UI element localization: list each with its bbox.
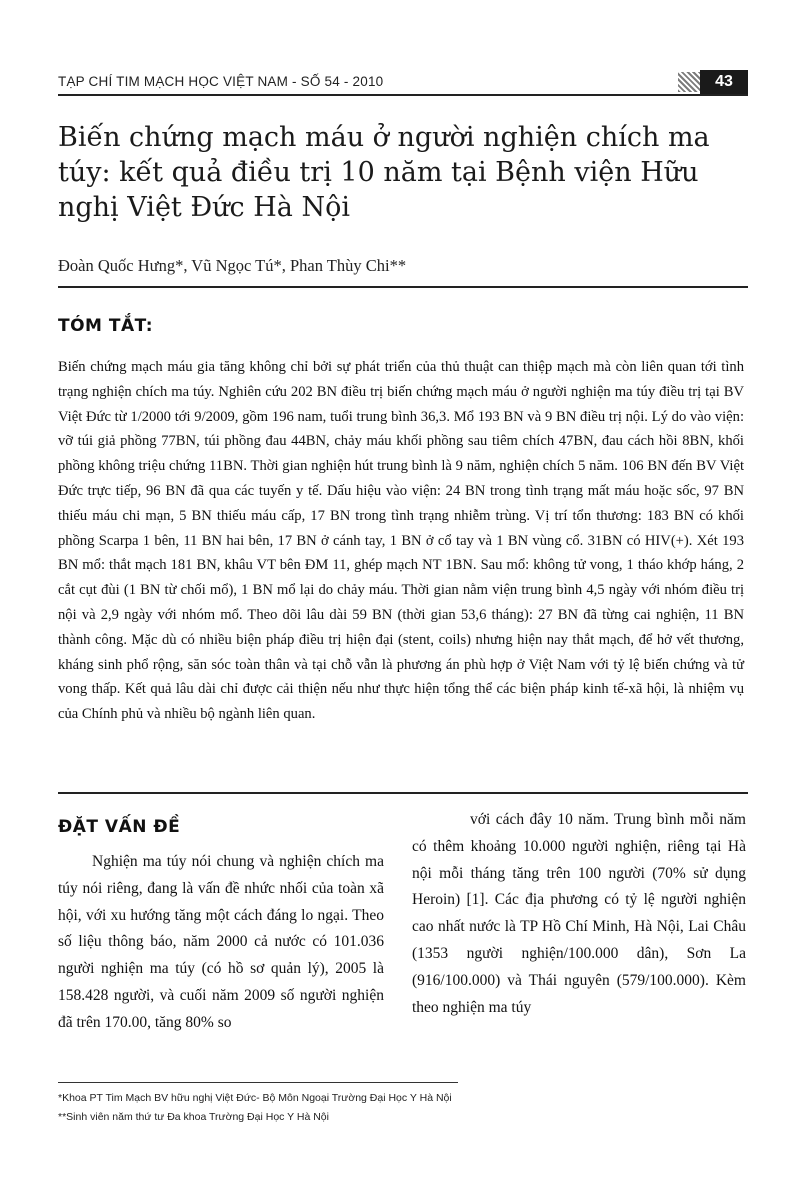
abstract-heading: TÓM TẮT:	[58, 316, 154, 336]
footnote-affiliation-2: **Sinh viên năm thứ tư Đa khoa Trường Đại Học Y Hà Nội	[58, 1111, 329, 1123]
divider	[58, 286, 748, 288]
header-rule	[58, 94, 748, 96]
running-header	[58, 70, 748, 96]
paragraph: Nghiện ma túy nói chung và nghiện chích ma túy nói riêng, đang là vấn đề nhức nhối của toàn xã hội, với xu hướng tăng một cách đáng lo ngại. Theo số liệu thông báo, năm 2000 cả nước có 101.036 người nghiện ma túy (có hồ sơ quản lý), 2005 là 158.428 người, và cuối năm 2009 số người nghiện đã trên 170.00, tăng 80% so	[58, 853, 384, 1031]
footnotes	[58, 1089, 748, 1127]
article-authors: Đoàn Quốc Hưng*, Vũ Ngọc Tú*, Phan Thùy Chi**	[58, 256, 407, 275]
article-title: Biến chứng mạch máu ở người nghiện chích ma túy: kết quả điều trị 10 năm tại Bệnh viện Hữu nghị Việt Đức Hà Nội	[58, 122, 710, 223]
footnote-affiliation-1: *Khoa PT Tim Mạch BV hữu nghị Việt Đức- Bộ Môn Ngoại Trường Đại Học Y Hà Nội	[58, 1092, 452, 1104]
footnote-rule	[58, 1082, 458, 1083]
divider	[58, 792, 748, 794]
right-column	[412, 807, 746, 1021]
abstract-body: Biến chứng mạch máu gia tăng không chỉ bởi sự phát triển của thủ thuật can thiệp mạch mà còn liên quan tới tình trạng nghiện chích ma túy. Nghiên cứu 202 BN điều trị biến chứng mạch máu ở người nghiện ma túy điều trị tại BV Việt Đức từ 1/2000 tới 9/2009, gồm 196 nam, tuổi trung bình 36,3. Mổ 193 BN và 9 BN điều trị nội. Lý do vào viện: vỡ túi giả phồng 77BN, túi phồng đau 44BN, chảy máu khối phồng sau tiêm chích 47BN, đau cách hồi 8BN, khối phồng không triệu chứng 11BN. Thời gian nghiện hút trung bình là 9 năm, nghiện chích 5 năm. 106 BN đến BV Việt Đức trực tiếp, 96 BN đã qua các tuyến y tế. Dấu hiệu vào viện: 24 BN trong tình trạng mất máu hoặc sốc, 97 BN thiếu máu chi mạn, 5 BN thiếu máu cấp, 17 BN trong tình trạng nhiễm trùng. Vị trí tổn thương: 183 BN có khối phồng Scarpa 1 bên, 11 BN hai bên, 17 BN ở cánh tay, 1 BN ở cổ tay và 1 BN vùng cổ. 31BN có HIV(+). Xét 193 BN mổ: thắt mạch 181 BN, khâu VT bên ĐM 11, ghép mạch NT 1BN. Sau mổ: không tử vong, 1 tháo khớp háng, 2 cắt cụt đùi (1 BN từ chối mổ), 1 BN mổ lại do chảy máu. Thời gian nằm viện trung bình 4,5 ngày với nhóm điều trị nội và 2,9 ngày với nhóm mổ. Theo dõi lâu dài 59 BN (thời gian 53,6 tháng): 27 BN đã từng cai nghiện, 11 BN thành công. Mặc dù có nhiều biện pháp điều trị hiện đại (stent, coils) nhưng hiện nay thắt mạch, để hở vết thương, kháng sinh phổ rộng, săn sóc toàn thân và tại chỗ vẫn là phương án phù hợp ở Việt Nam với tỷ lệ biến chứng và tử vong thấp. Kết quả lâu dài chỉ được cải thiện nếu như thực hiện tổng thể các biện pháp kinh tế-xã hội, là nhiệm vụ của Chính phủ và nhiều bộ ngành liên quan.	[58, 359, 744, 723]
paragraph: với cách đây 10 năm. Trung bình mỗi năm có thêm khoảng 10.000 người nghiện, riêng tại Hà nội mỗi tháng tăng trên 100 người (70% sử dụng Heroin) [1]. Các địa phương có tỷ lệ người nghiện cao nhất nước là TP Hồ Chí Minh, Hà Nội, Lai Châu (1353 người nghiện/100.000 dân), Sơn La (916/100.000) và Thái nguyên (579/100.000). Kèm theo nghiện ma túy	[412, 811, 746, 1016]
page-number: 43	[700, 70, 748, 94]
header-ornament	[678, 72, 700, 92]
left-column	[58, 849, 384, 1037]
journal-name: TẠP CHÍ TIM MẠCH HỌC VIỆT NAM - SỐ 54 - 2010	[58, 74, 384, 89]
section-heading: ĐẶT VẤN ĐỀ	[58, 817, 181, 837]
